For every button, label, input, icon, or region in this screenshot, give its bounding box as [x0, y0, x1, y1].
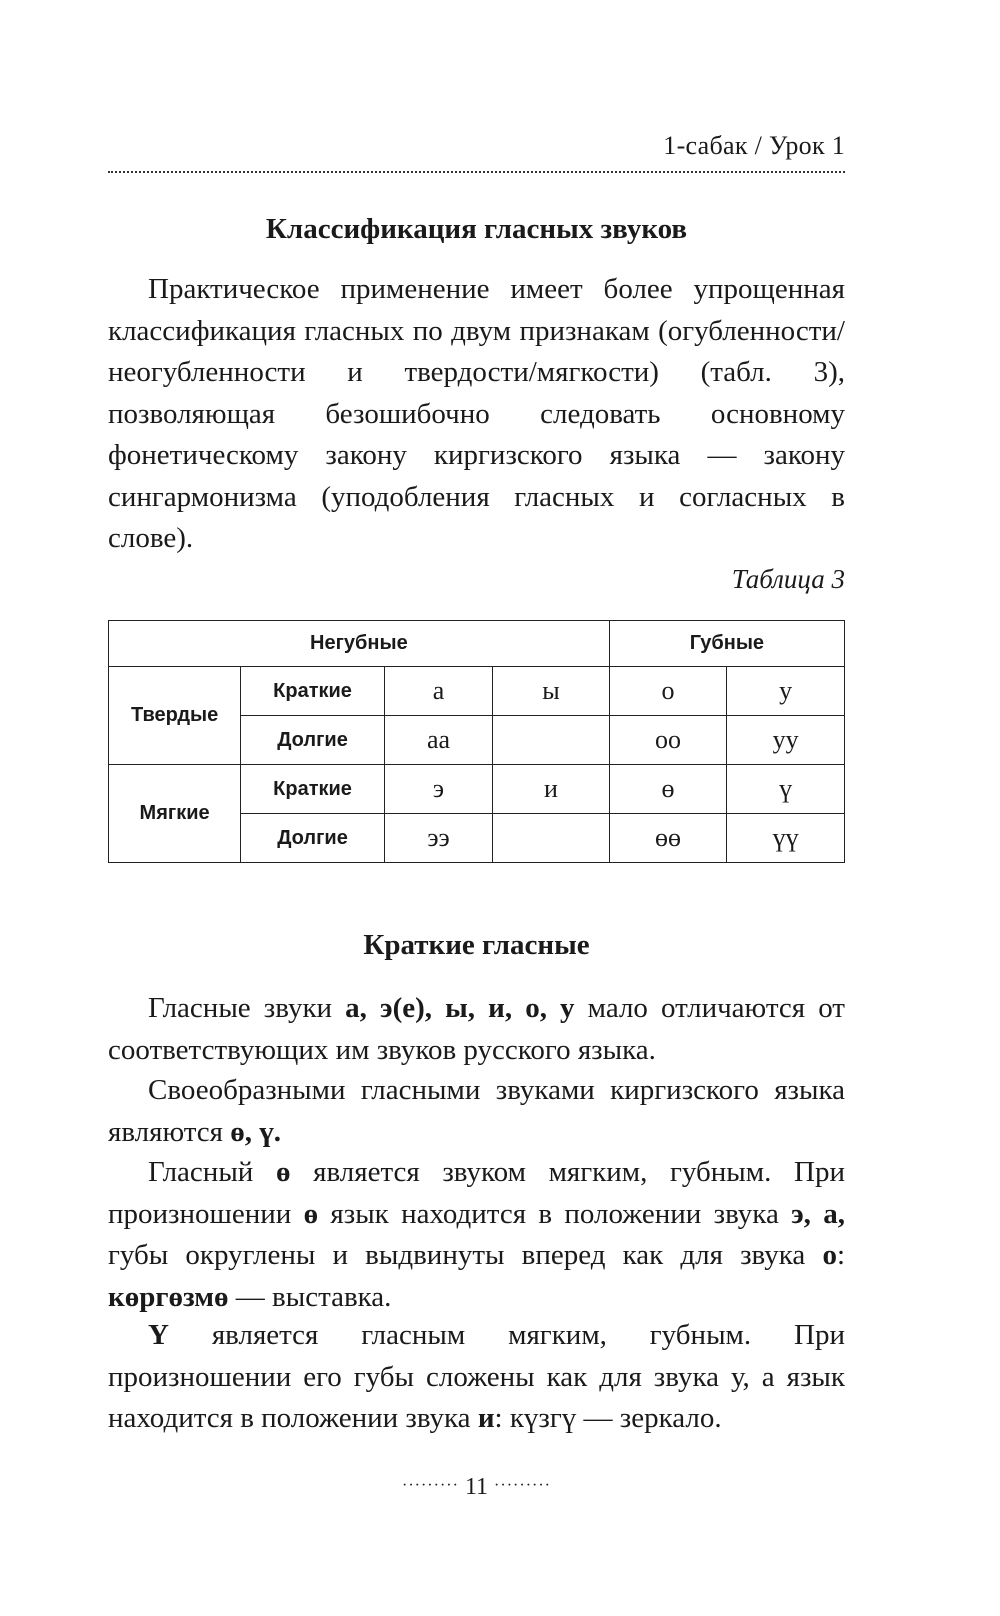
- text-run: Своеобразными гласными звуками киргизского языка являются: [108, 1074, 845, 1148]
- table-cell: үү: [727, 814, 845, 863]
- paragraph-vowel-o-umlaut: [108, 1152, 845, 1318]
- row-type-long: Долгие: [241, 814, 385, 863]
- running-head: 1-сабак / Урок 1: [663, 131, 845, 160]
- row-group-soft: Мягкие: [109, 765, 241, 863]
- table-caption: Таблица 3: [731, 564, 845, 594]
- bold-letter: Ү: [148, 1319, 169, 1351]
- intro-paragraph: Практическое применение имеет более упрощенная классификация гласных по двум признакам (огубленности/неогубленности и твердости/мягкости) (табл. 3), позволяющая безошибочно следовать основному фонетическому закону киргизского языка — закону сингармонизма (уподобления гласных и согласных в слове).: [108, 273, 845, 554]
- table-cell: оо: [609, 716, 727, 765]
- header-dotted-rule: [108, 171, 845, 173]
- row-type-short: Краткие: [241, 765, 385, 814]
- table-cell: э: [384, 765, 492, 814]
- table-row: [109, 765, 845, 814]
- paragraph-short-vowels: [108, 988, 845, 1071]
- table-cell: а: [384, 667, 492, 716]
- row-type-long: Долгие: [241, 716, 385, 765]
- text-run: губы округлены и выдвинуты вперед как для звука: [108, 1239, 823, 1271]
- text-run: является гласным мягким, губным. При произношении его губы сложены как для звука у, а язык находится в положении звука: [108, 1319, 845, 1434]
- table-cell: ээ: [384, 814, 492, 863]
- text-run: — выставка.: [228, 1280, 392, 1313]
- bold-letter: и: [477, 1402, 495, 1434]
- table-cell: ы: [493, 667, 610, 716]
- table-cell: [493, 716, 610, 765]
- bold-vowels: ө, ү.: [230, 1115, 281, 1148]
- bold-example-word: көргөзмө: [108, 1280, 229, 1313]
- paragraph-peculiar-vowels: [108, 1070, 845, 1153]
- bold-letter: ө: [275, 1156, 291, 1188]
- table-cell: ө: [609, 765, 727, 814]
- bold-letter: э, а,: [791, 1197, 845, 1230]
- text-run: Гласные звуки: [148, 992, 346, 1024]
- text-run: : күзгү — зеркало.: [494, 1402, 722, 1434]
- footer-dots-left: ·········: [401, 1477, 459, 1494]
- section-title-vowel-classification: Классификация гласных звуков: [265, 213, 688, 245]
- row-group-hard: Твердые: [109, 667, 241, 765]
- footer-dots-right: ·········: [494, 1477, 551, 1494]
- table-cell: аа: [384, 716, 492, 765]
- text-run: :: [836, 1239, 845, 1271]
- table-cell: ү: [727, 765, 845, 814]
- bold-letter: о: [822, 1239, 837, 1271]
- row-type-short: Краткие: [241, 667, 385, 716]
- text-run: мало отличаются от соответствующих им звуков русского языка.: [108, 992, 845, 1066]
- bold-vowels: а, э(е), ы, и, о, у: [345, 992, 575, 1024]
- text-run: Гласный: [148, 1156, 276, 1188]
- table-cell: [493, 814, 610, 863]
- table-cell: у: [727, 667, 845, 716]
- bold-letter: ө: [303, 1197, 319, 1230]
- table-header-row: [109, 621, 845, 667]
- table-cell: уу: [727, 716, 845, 765]
- page-number: 11: [464, 1474, 489, 1500]
- col-header-unrounded: Негубные: [109, 621, 610, 667]
- vowel-classification-table: [108, 620, 845, 863]
- text-run: язык находится в положении звука: [318, 1197, 792, 1230]
- table-cell: о: [609, 667, 727, 716]
- text-run: является звуком мягким, губным. При произношении: [108, 1156, 845, 1230]
- table-row: [109, 667, 845, 716]
- col-header-rounded: Губные: [609, 621, 844, 667]
- table-cell: өө: [609, 814, 727, 863]
- table-cell: и: [493, 765, 610, 814]
- paragraph-vowel-u-straight: [108, 1315, 845, 1440]
- section-title-short-vowels: Краткие гласные: [363, 929, 590, 961]
- page-number-footer: [108, 1474, 845, 1501]
